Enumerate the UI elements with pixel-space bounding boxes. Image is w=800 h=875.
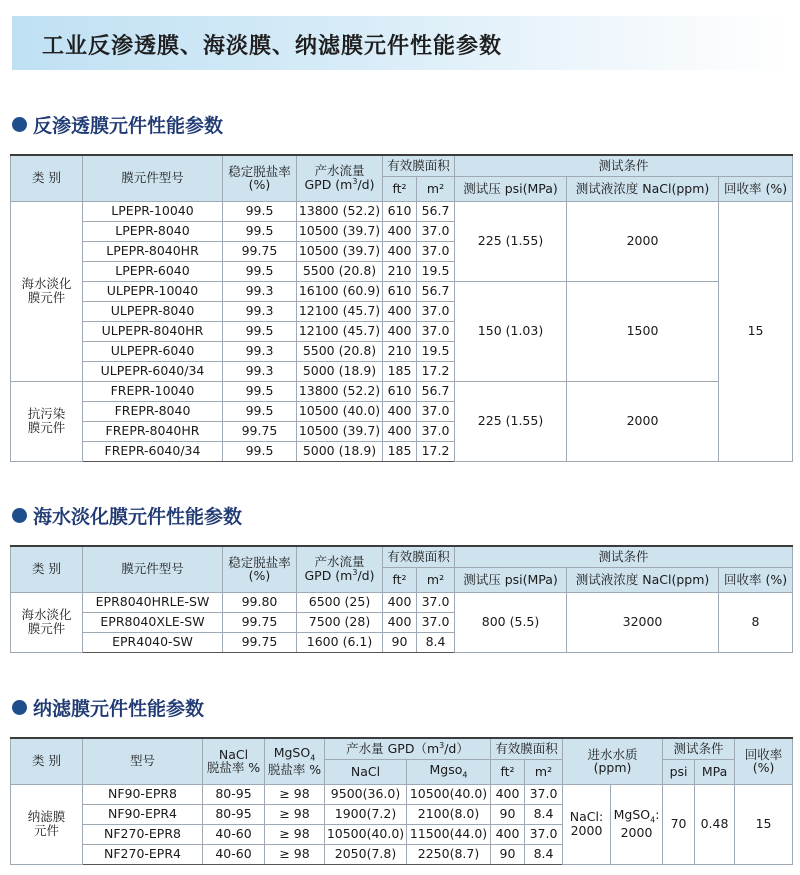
mpa-cell: 0.48 [695, 784, 735, 864]
nacl-rejection-cell: 40-60 [203, 844, 265, 864]
ft2-cell: 90 [383, 632, 417, 652]
nf-spec-table [10, 737, 793, 865]
ft2-cell: 400 [383, 221, 417, 241]
flow-nacl-cell: 9500(36.0) [325, 784, 407, 804]
model-cell: FREPR-6040/34 [83, 441, 223, 461]
header-conc: 测试液浓度 NaCl(ppm) [567, 176, 719, 201]
model-cell: FREPR-10040 [83, 381, 223, 401]
conc-cell: 1500 [567, 281, 719, 381]
ro-spec-table [10, 154, 793, 462]
flow-cell: 5500 (20.8) [297, 261, 383, 281]
ft2-cell: 400 [383, 421, 417, 441]
nacl-rejection-cell: 80-95 [203, 804, 265, 824]
m2-cell: 37.0 [525, 784, 563, 804]
model-cell: ULPEPR-6040/34 [83, 361, 223, 381]
model-cell: LPEPR-10040 [83, 201, 223, 221]
header-flow: 产水量 $GPD(m^3/d)$ [325, 738, 491, 759]
m2-cell: 37.0 [525, 824, 563, 844]
ft2-cell: 90 [491, 844, 525, 864]
header-m2: m² [417, 567, 455, 592]
table-row [11, 784, 793, 804]
m2-cell: 37.0 [417, 221, 455, 241]
rejection-cell: 99.5 [223, 321, 297, 341]
ft2-cell: 185 [383, 361, 417, 381]
m2-cell: 37.0 [417, 401, 455, 421]
rejection-cell: 99.5 [223, 261, 297, 281]
ft2-cell: 610 [383, 381, 417, 401]
flow-mgso4-cell: 2250(8.7) [407, 844, 491, 864]
rejection-cell: 99.3 [223, 341, 297, 361]
m2-cell: 56.7 [417, 281, 455, 301]
table-row [11, 201, 793, 221]
header-category: 类 别 [11, 155, 83, 201]
mgso4-rejection-cell: ≥ 98 [265, 804, 325, 824]
rejection-cell: 99.75 [223, 612, 297, 632]
header-area: 有效膜面积 [383, 155, 455, 176]
header-area: 有效膜面积 [491, 738, 563, 759]
header-conc: 测试液浓度 NaCl(ppm) [567, 567, 719, 592]
ft2-cell: 400 [491, 784, 525, 804]
recovery-cell: 15 [719, 201, 793, 461]
rejection-cell: 99.5 [223, 401, 297, 421]
nacl-rejection-cell: 40-60 [203, 824, 265, 844]
ft2-cell: 400 [383, 241, 417, 261]
rejection-cell: 99.75 [223, 241, 297, 261]
model-cell: ULPEPR-8040HR [83, 321, 223, 341]
category-cell: 抗污染 膜元件 [11, 381, 83, 461]
flow-mgso4-cell: 2100(8.0) [407, 804, 491, 824]
ft2-cell: 400 [383, 301, 417, 321]
flow-cell: 10500 (40.0) [297, 401, 383, 421]
bullet-dot-icon [12, 700, 27, 715]
ft2-cell: 185 [383, 441, 417, 461]
sw-spec-table [10, 545, 793, 653]
ro-section-heading [12, 111, 223, 138]
bullet-dot-icon [12, 508, 27, 523]
header-recovery: 回收率 (%) [735, 738, 793, 784]
m2-cell: 8.4 [525, 804, 563, 824]
model-cell: EPR8040XLE-SW [83, 612, 223, 632]
ft2-cell: 90 [491, 804, 525, 824]
header-test: 测试条件 [663, 738, 735, 759]
m2-cell: 8.4 [417, 632, 455, 652]
table-row [11, 381, 793, 401]
m2-cell: 56.7 [417, 381, 455, 401]
feed-nacl-cell: NaCl: 2000 [563, 784, 611, 864]
m2-cell: 37.0 [417, 321, 455, 341]
header-rejection: 稳定脱盐率 (%) [223, 546, 297, 592]
header-recovery: 回收率 (%) [719, 567, 793, 592]
model-cell: LPEPR-8040 [83, 221, 223, 241]
header-mpa: MPa [695, 759, 735, 784]
m2-cell: 56.7 [417, 201, 455, 221]
nf-section-title: 纳滤膜元件性能参数 [33, 698, 205, 720]
flow-cell: 13800 (52.2) [297, 381, 383, 401]
header-flow: 产水流量 GPD $(m^3/d)$ [297, 155, 383, 201]
rejection-cell: 99.5 [223, 381, 297, 401]
ft2-cell: 610 [383, 201, 417, 221]
header-rejection: 稳定脱盐率 (%) [223, 155, 297, 201]
model-cell: EPR4040-SW [83, 632, 223, 652]
rejection-cell: 99.75 [223, 632, 297, 652]
header-test: 测试条件 [455, 155, 793, 176]
m2-cell: 17.2 [417, 361, 455, 381]
header-model: 膜元件型号 [83, 546, 223, 592]
rejection-cell: 99.5 [223, 441, 297, 461]
feed-mgso4-cell: MgSO$_4$: 2000 [611, 784, 663, 864]
m2-cell: 37.0 [417, 301, 455, 321]
m2-cell: 19.5 [417, 261, 455, 281]
flow-cell: 5000 (18.9) [297, 361, 383, 381]
conc-cell: 32000 [567, 592, 719, 652]
m2-cell: 19.5 [417, 341, 455, 361]
mgso4-rejection-cell: ≥ 98 [265, 824, 325, 844]
model-cell: NF270-EPR8 [83, 824, 203, 844]
rejection-cell: 99.3 [223, 301, 297, 321]
model-cell: LPEPR-6040 [83, 261, 223, 281]
m2-cell: 37.0 [417, 592, 455, 612]
mgso4-rejection-cell: ≥ 98 [265, 844, 325, 864]
rejection-cell: 99.75 [223, 421, 297, 441]
ft2-cell: 210 [383, 341, 417, 361]
conc-cell: 2000 [567, 381, 719, 461]
flow-mgso4-cell: 10500(40.0) [407, 784, 491, 804]
flow-cell: 10500 (39.7) [297, 241, 383, 261]
conc-cell: 2000 [567, 201, 719, 281]
flow-cell: 5500 (20.8) [297, 341, 383, 361]
pressure-cell: 800 (5.5) [455, 592, 567, 652]
model-cell: FREPR-8040HR [83, 421, 223, 441]
ft2-cell: 400 [383, 592, 417, 612]
recovery-cell: 8 [719, 592, 793, 652]
pressure-cell: 150 (1.03) [455, 281, 567, 381]
header-feed-quality: 进水水质 (ppm) [563, 738, 663, 784]
header-flow-mgso4: Mgso$_4$ [407, 759, 491, 784]
header-model: 膜元件型号 [83, 155, 223, 201]
header-flow: 产水流量 GPD $(m^3/d)$ [297, 546, 383, 592]
flow-cell: 1600 (6.1) [297, 632, 383, 652]
model-cell: ULPEPR-8040 [83, 301, 223, 321]
model-cell: ULPEPR-10040 [83, 281, 223, 301]
category-cell: 海水淡化 膜元件 [11, 201, 83, 381]
flow-cell: 5000 (18.9) [297, 441, 383, 461]
m2-cell: 8.4 [525, 844, 563, 864]
model-cell: NF270-EPR4 [83, 844, 203, 864]
rejection-cell: 99.5 [223, 201, 297, 221]
mgso4-rejection-cell: ≥ 98 [265, 784, 325, 804]
header-test: 测试条件 [455, 546, 793, 567]
m2-cell: 17.2 [417, 441, 455, 461]
page-title: 工业反渗透膜、海淡膜、纳滤膜元件性能参数 [42, 34, 503, 59]
model-cell: NF90-EPR8 [83, 784, 203, 804]
header-model: 型号 [83, 738, 203, 784]
nf-section-heading [12, 694, 204, 721]
m2-cell: 37.0 [417, 241, 455, 261]
ft2-cell: 400 [491, 824, 525, 844]
sw-section-heading [12, 502, 242, 529]
ro-section-title: 反渗透膜元件性能参数 [33, 115, 224, 137]
header-ft2: ft² [491, 759, 525, 784]
model-cell: FREPR-8040 [83, 401, 223, 421]
header-pressure: 测试压 psi(MPa) [455, 567, 567, 592]
m2-cell: 37.0 [417, 612, 455, 632]
table-row [11, 281, 793, 301]
header-recovery: 回收率 (%) [719, 176, 793, 201]
model-cell: ULPEPR-6040 [83, 341, 223, 361]
header-category: 类 别 [11, 738, 83, 784]
ft2-cell: 400 [383, 401, 417, 421]
rejection-cell: 99.3 [223, 361, 297, 381]
header-nacl-rejection: NaCl 脱盐率 % [203, 738, 265, 784]
flow-mgso4-cell: 11500(44.0) [407, 824, 491, 844]
category-cell: 海水淡化 膜元件 [11, 592, 83, 652]
flow-cell: 7500 (28) [297, 612, 383, 632]
flow-nacl-cell: 2050(7.8) [325, 844, 407, 864]
header-ft2: ft² [383, 567, 417, 592]
ft2-cell: 210 [383, 261, 417, 281]
flow-cell: 12100 (45.7) [297, 301, 383, 321]
flow-nacl-cell: 1900(7.2) [325, 804, 407, 824]
header-m2: m² [417, 176, 455, 201]
flow-cell: 16100 (60.9) [297, 281, 383, 301]
model-cell: LPEPR-8040HR [83, 241, 223, 261]
category-cell: 纳滤膜 元件 [11, 784, 83, 864]
header-flow-nacl: NaCl [325, 759, 407, 784]
flow-cell: 12100 (45.7) [297, 321, 383, 341]
header-psi: psi [663, 759, 695, 784]
nacl-rejection-cell: 80-95 [203, 784, 265, 804]
flow-cell: 10500 (39.7) [297, 421, 383, 441]
table-row [11, 592, 793, 612]
flow-cell: 13800 (52.2) [297, 201, 383, 221]
model-cell: EPR8040HRLE-SW [83, 592, 223, 612]
flow-nacl-cell: 10500(40.0) [325, 824, 407, 844]
ft2-cell: 400 [383, 612, 417, 632]
rejection-cell: 99.5 [223, 221, 297, 241]
header-m2: m² [525, 759, 563, 784]
flow-cell: 6500 (25) [297, 592, 383, 612]
ft2-cell: 610 [383, 281, 417, 301]
sw-section-title: 海水淡化膜元件性能参数 [33, 506, 243, 528]
header-category: 类 别 [11, 546, 83, 592]
pressure-cell: 225 (1.55) [455, 381, 567, 461]
m2-cell: 37.0 [417, 421, 455, 441]
header-area: 有效膜面积 [383, 546, 455, 567]
pressure-cell: 225 (1.55) [455, 201, 567, 281]
ft2-cell: 400 [383, 321, 417, 341]
psi-cell: 70 [663, 784, 695, 864]
rejection-cell: 99.3 [223, 281, 297, 301]
header-pressure: 测试压 psi(MPa) [455, 176, 567, 201]
title-banner [12, 16, 792, 70]
header-ft2: ft² [383, 176, 417, 201]
model-cell: NF90-EPR4 [83, 804, 203, 824]
bullet-dot-icon [12, 117, 27, 132]
flow-cell: 10500 (39.7) [297, 221, 383, 241]
recovery-cell: 15 [735, 784, 793, 864]
header-mgso4-rejection: MgSO$_4$ 脱盐率 % [265, 738, 325, 784]
rejection-cell: 99.80 [223, 592, 297, 612]
